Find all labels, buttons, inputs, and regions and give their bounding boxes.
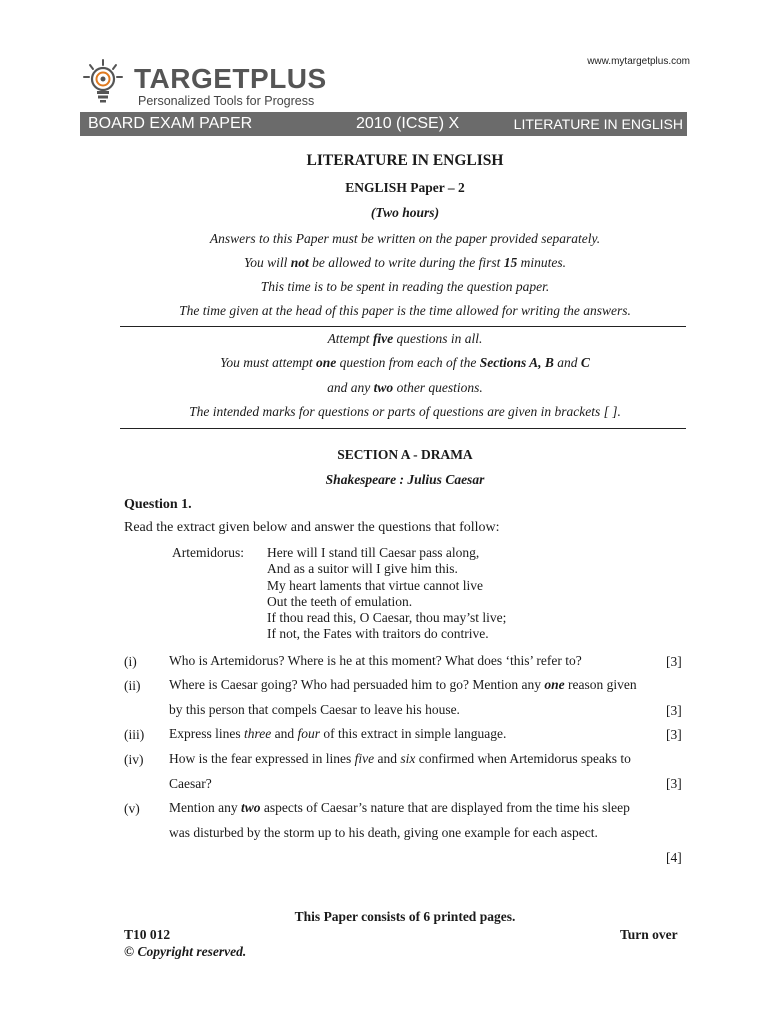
header-banner — [80, 112, 687, 136]
section-title: SECTION A - DRAMA — [337, 447, 473, 462]
instruction-line-8: The intended marks for questions or parts of questions are given in brackets [ ]. — [189, 404, 621, 419]
instruction-line-5: Attempt five questions in all. — [327, 331, 483, 346]
instruction-line-3: This time is to be spent in reading the question paper. — [260, 279, 550, 294]
divider-bottom — [120, 428, 686, 429]
question-intro: Read the extract given below and answer the questions that follow: — [124, 520, 500, 535]
part-text: Mention any two aspects of Caesar’s nature that are displayed from the time his sleep was disturbed by the storm up to his death, giving one example for each aspect. — [169, 800, 630, 840]
banner-year: 2010 (ICSE) X — [356, 115, 460, 132]
extract-line: If thou read this, O Caesar, thou may’st live; — [267, 610, 507, 626]
instruction-line-7: and any two other questions. — [327, 380, 483, 395]
brand-name: TARGETPLUS — [134, 63, 327, 94]
part-marks: [3] — [666, 776, 682, 791]
instruction-line-2: You will not be allowed to write during the first 15 minutes. — [243, 255, 567, 270]
part-number: (v) — [124, 801, 140, 816]
part-number: (ii) — [124, 678, 141, 693]
part-number: (iv) — [124, 752, 144, 767]
part-marks: [3] — [666, 727, 682, 742]
paper-code: T10 012 — [124, 927, 171, 942]
copyright: © Copyright reserved. — [124, 944, 247, 959]
part-number: (iii) — [124, 727, 145, 742]
part-number: (i) — [124, 654, 137, 669]
extract-line: My heart laments that virtue cannot live — [267, 577, 483, 593]
instruction-line-4: The time given at the head of this paper is the time allowed for writing the answers. — [179, 303, 631, 318]
divider-top — [120, 326, 686, 327]
part-marks: [3] — [666, 654, 682, 669]
site-url[interactable]: www.mytargetplus.com — [587, 56, 690, 67]
pages-note: This Paper consists of 6 printed pages. — [294, 909, 516, 924]
extract-lines — [267, 545, 506, 643]
instruction-line-1: Answers to this Paper must be written on the paper provided separately. — [209, 231, 601, 246]
instruction-line-6: You must attempt one question from each of the Sections A, B and C — [220, 355, 590, 370]
extract-line: If not, the Fates with traitors do contrive. — [267, 626, 489, 642]
section-subtitle: Shakespeare : Julius Caesar — [325, 472, 485, 487]
question-label: Question 1. — [124, 497, 192, 512]
brand-tagline: Personalized Tools for Progress — [138, 94, 315, 108]
lightbulb-target-icon — [82, 58, 124, 104]
part-marks: [3] — [666, 703, 682, 718]
extract-line: Out the teeth of emulation. — [267, 593, 413, 609]
part-text: Where is Caesar going? Who had persuaded him to go? Mention any one reason given by this person that compels Caesar to leave his house. — [169, 677, 637, 717]
paper-title: LITERATURE IN ENGLISH — [306, 152, 504, 169]
part-marks: [4] — [666, 850, 682, 865]
extract-line: And as a suitor will I give him this. — [267, 561, 458, 577]
part-text: How is the fear expressed in lines five and six confirmed when Artemidorus speaks to Caesar? — [169, 751, 631, 791]
banner-subject: LITERATURE IN ENGLISH — [513, 116, 683, 132]
extract-speaker: Artemidorus: — [172, 545, 244, 560]
banner-board-exam: BOARD EXAM PAPER — [88, 115, 253, 132]
part-text: Who is Artemidorus? Where is he at this moment? What does ‘this’ refer to? — [169, 653, 582, 668]
part-text: Express lines three and four of this extract in simple language. — [169, 726, 507, 741]
paper-duration: (Two hours) — [370, 205, 440, 220]
turn-over: Turn over — [620, 927, 678, 942]
paper-subtitle: ENGLISH Paper – 2 — [345, 180, 465, 195]
extract-line: Here will I stand till Caesar pass along, — [267, 545, 480, 560]
